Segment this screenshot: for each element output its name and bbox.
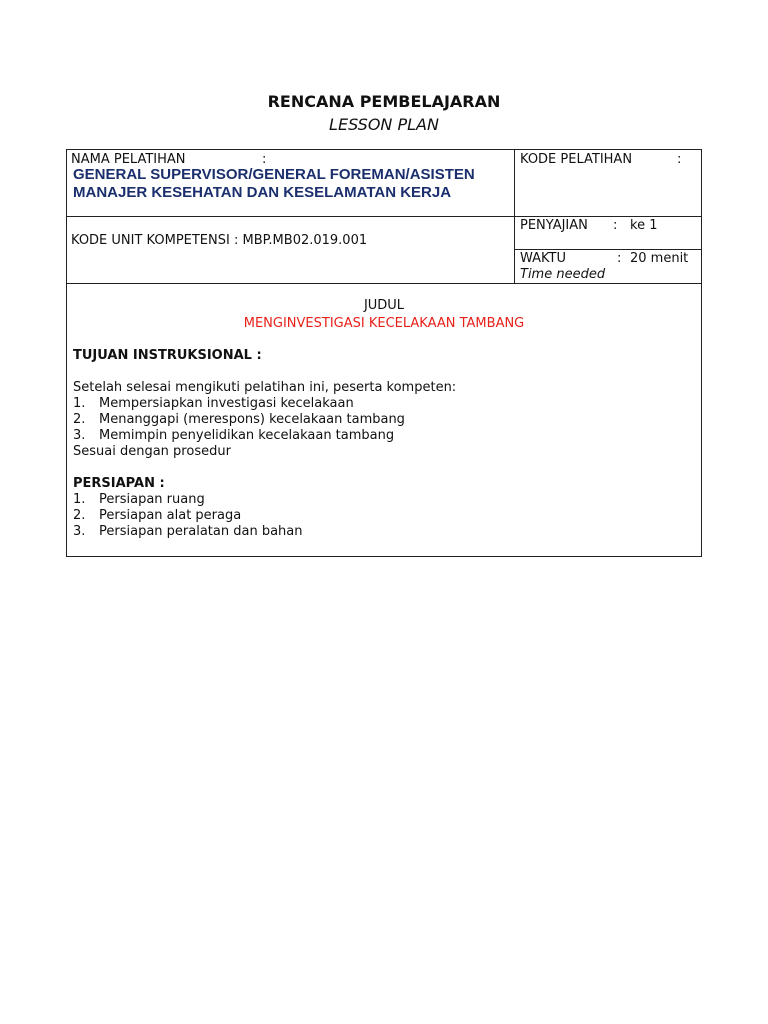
list-text: Persiapan ruang bbox=[99, 492, 205, 507]
kode-pelatihan-colon: : bbox=[677, 152, 682, 167]
tujuan-closing: Sesuai dengan prosedur bbox=[73, 444, 231, 459]
waktu-colon: : bbox=[617, 251, 622, 266]
program-name-line-2: MANAJER KESEHATAN DAN KESELAMATAN KERJA bbox=[73, 184, 452, 201]
judul-value: MENGINVESTIGASI KECELAKAAN TAMBANG bbox=[243, 316, 525, 331]
kode-unit-kompetensi: KODE UNIT KOMPETENSI : MBP.MB02.019.001 bbox=[71, 233, 368, 248]
list-number: 1. bbox=[73, 396, 86, 411]
penyajian-value: ke 1 bbox=[630, 218, 658, 233]
waktu-label: WAKTU bbox=[520, 251, 567, 266]
row-divider bbox=[67, 283, 701, 284]
list-text: Mempersiapkan investigasi kecelakaan bbox=[99, 396, 354, 411]
waktu-value: 20 menit bbox=[630, 251, 689, 266]
list-text: Persiapan alat peraga bbox=[99, 508, 242, 523]
list-text: Persiapan peralatan dan bahan bbox=[99, 524, 303, 539]
row-divider bbox=[67, 216, 701, 217]
list-number: 2. bbox=[73, 508, 86, 523]
program-name-line-1: GENERAL SUPERVISOR/GENERAL FOREMAN/ASISTEN bbox=[73, 166, 475, 183]
persiapan-item bbox=[73, 524, 303, 540]
nama-pelatihan-colon: : bbox=[262, 152, 267, 167]
list-text: Menanggapi (merespons) kecelakaan tambang bbox=[99, 412, 405, 427]
row-divider bbox=[514, 249, 701, 250]
penyajian-label: PENYAJIAN bbox=[520, 218, 588, 233]
tujuan-heading: TUJUAN INSTRUKSIONAL : bbox=[73, 348, 262, 363]
lesson-plan-table bbox=[66, 149, 702, 557]
tujuan-item bbox=[73, 396, 354, 412]
list-number: 3. bbox=[73, 428, 86, 443]
penyajian-colon: : bbox=[613, 218, 618, 233]
tujuan-item bbox=[73, 428, 394, 444]
list-number: 3. bbox=[73, 524, 86, 539]
tujuan-item bbox=[73, 412, 405, 428]
judul-label: JUDUL bbox=[363, 298, 405, 313]
persiapan-item bbox=[73, 492, 205, 508]
tujuan-intro: Setelah selesai mengikuti pelatihan ini, peserta kompeten: bbox=[73, 380, 457, 395]
persiapan-heading: PERSIAPAN : bbox=[73, 476, 165, 491]
list-text: Memimpin penyelidikan kecelakaan tambang bbox=[99, 428, 395, 443]
waktu-sublabel: Time needed bbox=[520, 267, 606, 282]
document-subtitle: LESSON PLAN bbox=[329, 115, 439, 134]
nama-pelatihan-label: NAMA PELATIHAN bbox=[71, 152, 186, 167]
document-title: RENCANA PEMBELAJARAN bbox=[267, 92, 501, 111]
list-number: 1. bbox=[73, 492, 86, 507]
kode-pelatihan-label: KODE PELATIHAN bbox=[520, 152, 633, 167]
list-number: 2. bbox=[73, 412, 86, 427]
persiapan-item bbox=[73, 508, 241, 524]
